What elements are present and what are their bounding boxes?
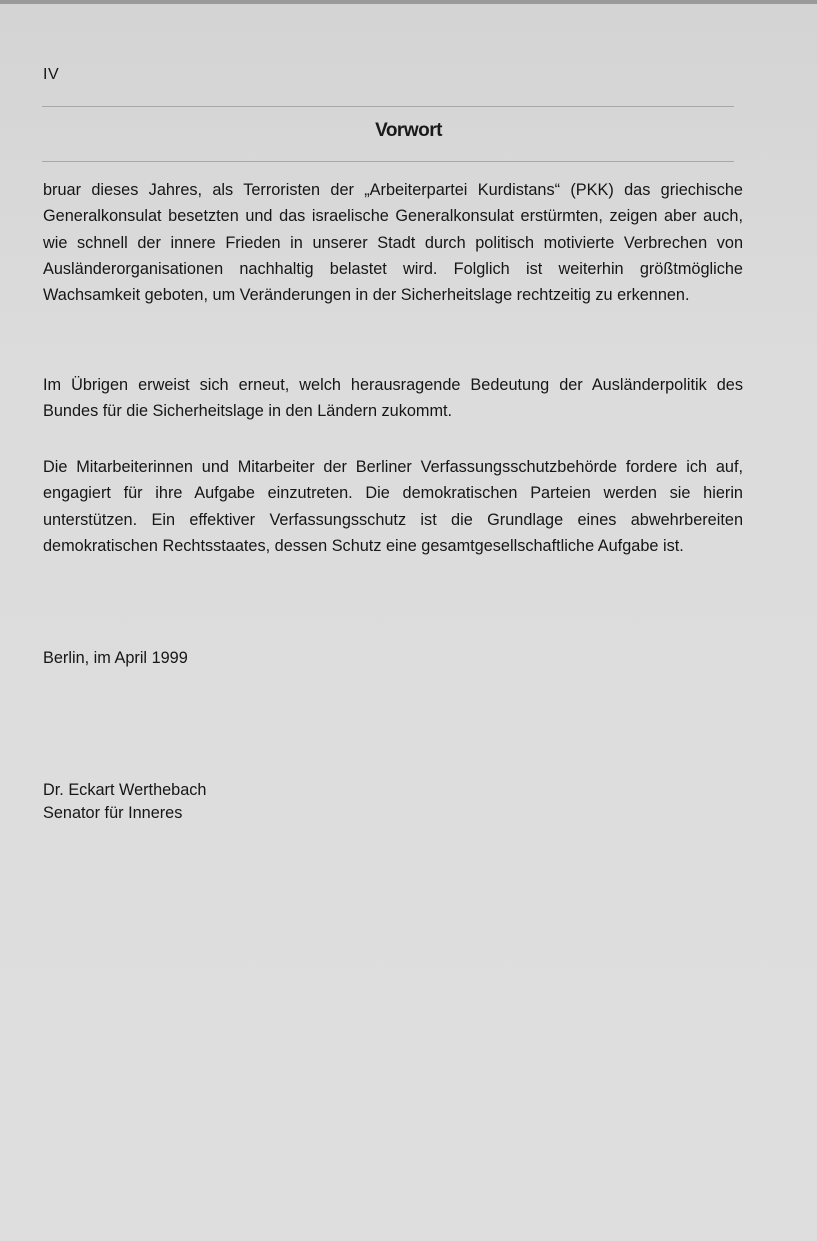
signatory-title: Senator für Inneres xyxy=(43,804,183,822)
page-number: IV xyxy=(43,66,60,83)
heading-rule-top xyxy=(42,106,734,107)
section-heading: Vorwort xyxy=(375,120,442,141)
place-date: Berlin, im April 1999 xyxy=(43,649,188,667)
paragraph-2: Im Übrigen erweist sich erneut, welch herausragende Bedeutung der Ausländerpolitik des Bundes für die Sicherheitslage in den Ländern zukommt. xyxy=(43,376,743,421)
signature-block xyxy=(43,779,206,825)
paragraph-3: Die Mitarbeiterinnen und Mitarbeiter der Berliner Verfassungsschutzbehörde fordere ich auf, engagiert für ihre Aufgabe einzutreten. Die demokratischen Parteien werden sie hierin unterstützen. Ein effektiver Verfassungsschutz ist die Grundlage eines abwehrbereiten demokratischen Rechtsstaates, dessen Schutz eine gesamtgesellschaftliche Aufgabe ist. xyxy=(43,458,743,555)
paragraph-1: bruar dieses Jahres, als Terroristen der „Arbeiterpartei Kurdistans“ (PKK) das griechische Generalkonsulat besetzten und das israelische Generalkonsulat erstürmten, zeigen aber auch, wie schnell der innere Frieden in unserer Stadt durch politisch motivierte Verbrechen von Ausländerorganisationen nachhaltig belastet wird. Folglich ist weiterhin größtmögliche Wachsamkeit geboten, um Veränderungen in der Sicherheitslage rechtzeitig zu erkennen. xyxy=(43,181,743,305)
signatory-name: Dr. Eckart Werthebach xyxy=(43,781,207,799)
heading-rule-bottom xyxy=(42,161,734,162)
